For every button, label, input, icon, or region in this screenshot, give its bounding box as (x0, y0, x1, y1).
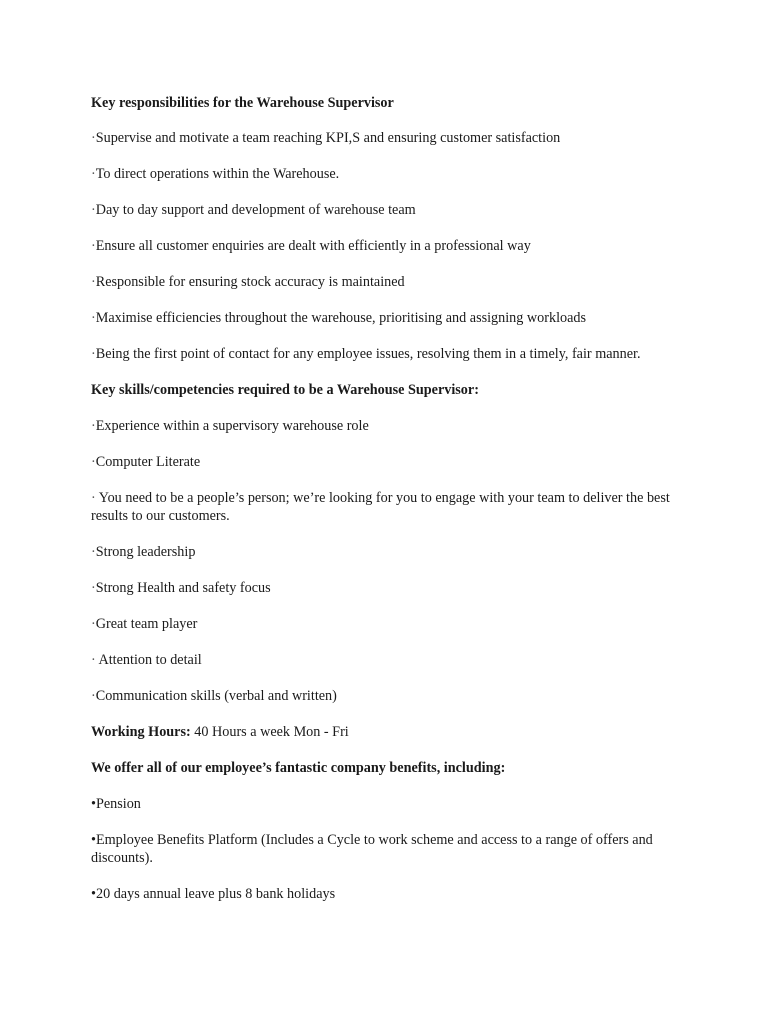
responsibilities-heading: Key responsibilities for the Warehouse Supervisor (91, 95, 394, 111)
bullet-dot: · (91, 490, 96, 506)
bullet-dot: · (91, 130, 96, 146)
responsibility-item (91, 273, 691, 291)
skill-text: You need to be a people’s person; we’re looking for you to engage with your team to deliver the best results to our customers. (91, 490, 670, 524)
responsibility-item (91, 201, 691, 219)
bullet-dot: · (91, 418, 96, 434)
bullet-dot: · (91, 166, 96, 182)
working-hours (91, 723, 691, 741)
bullet-dot: · (91, 202, 96, 218)
benefit-item (91, 795, 691, 813)
skill-text: Great team player (95, 616, 198, 632)
bullet-dot: · (91, 346, 96, 362)
bullet-dot: · (91, 544, 96, 560)
bullet-dot: · (91, 616, 96, 632)
responsibility-text: To direct operations within the Warehouse. (95, 166, 340, 182)
skill-item (91, 687, 691, 705)
bullet-dot: • (91, 832, 96, 848)
responsibility-text: Responsible for ensuring stock accuracy is maintained (95, 274, 405, 290)
skill-item (91, 543, 691, 561)
skill-text: Strong leadership (95, 544, 196, 560)
bullet-dot: · (91, 238, 96, 254)
benefit-text: 20 days annual leave plus 8 bank holidays (95, 886, 336, 902)
skill-item (91, 579, 691, 597)
benefit-text: Employee Benefits Platform (Includes a Cycle to work scheme and access to a range of offers and discounts). (91, 832, 653, 866)
bullet-dot: • (91, 886, 96, 902)
responsibility-text: Maximise efficiencies throughout the warehouse, prioritising and assigning workloads (95, 310, 587, 326)
responsibility-text: Day to day support and development of warehouse team (95, 202, 416, 218)
benefits-heading: We offer all of our employee’s fantastic company benefits, including: (91, 760, 506, 776)
working-hours-label: Working Hours: (91, 724, 191, 740)
responsibility-text: Being the first point of contact for any employee issues, resolving them in a timely, fair manner. (95, 346, 641, 362)
responsibility-text: Supervise and motivate a team reaching KPI,S and ensuring customer satisfaction (95, 130, 561, 146)
skill-item (91, 651, 691, 669)
benefit-item (91, 831, 691, 867)
bullet-dot: · (91, 310, 96, 326)
bullet-dot: • (91, 796, 96, 812)
skills-heading: Key skills/competencies required to be a Warehouse Supervisor: (91, 382, 479, 398)
skill-text: Experience within a supervisory warehouse role (95, 418, 369, 434)
working-hours-value: 40 Hours a week Mon - Fri (190, 724, 349, 740)
responsibility-item (91, 309, 691, 327)
responsibility-item (91, 345, 691, 363)
skill-text: Attention to detail (95, 652, 202, 668)
bullet-dot: · (91, 274, 96, 290)
bullet-dot: · (91, 652, 96, 668)
benefit-text: Pension (95, 796, 141, 812)
skill-item (91, 453, 691, 471)
skill-text: Strong Health and safety focus (95, 580, 271, 596)
responsibility-item (91, 129, 691, 147)
bullet-dot: · (91, 688, 96, 704)
skill-text: Communication skills (verbal and written) (95, 688, 337, 704)
responsibility-text: Ensure all customer enquiries are dealt with efficiently in a professional way (95, 238, 531, 254)
skill-text: Computer Literate (95, 454, 201, 470)
skill-item (91, 615, 691, 633)
skill-item (91, 489, 691, 525)
responsibility-item (91, 237, 691, 255)
skill-item (91, 417, 691, 435)
benefit-item (91, 885, 691, 903)
bullet-dot: · (91, 580, 96, 596)
bullet-dot: · (91, 454, 96, 470)
responsibility-item (91, 165, 691, 183)
